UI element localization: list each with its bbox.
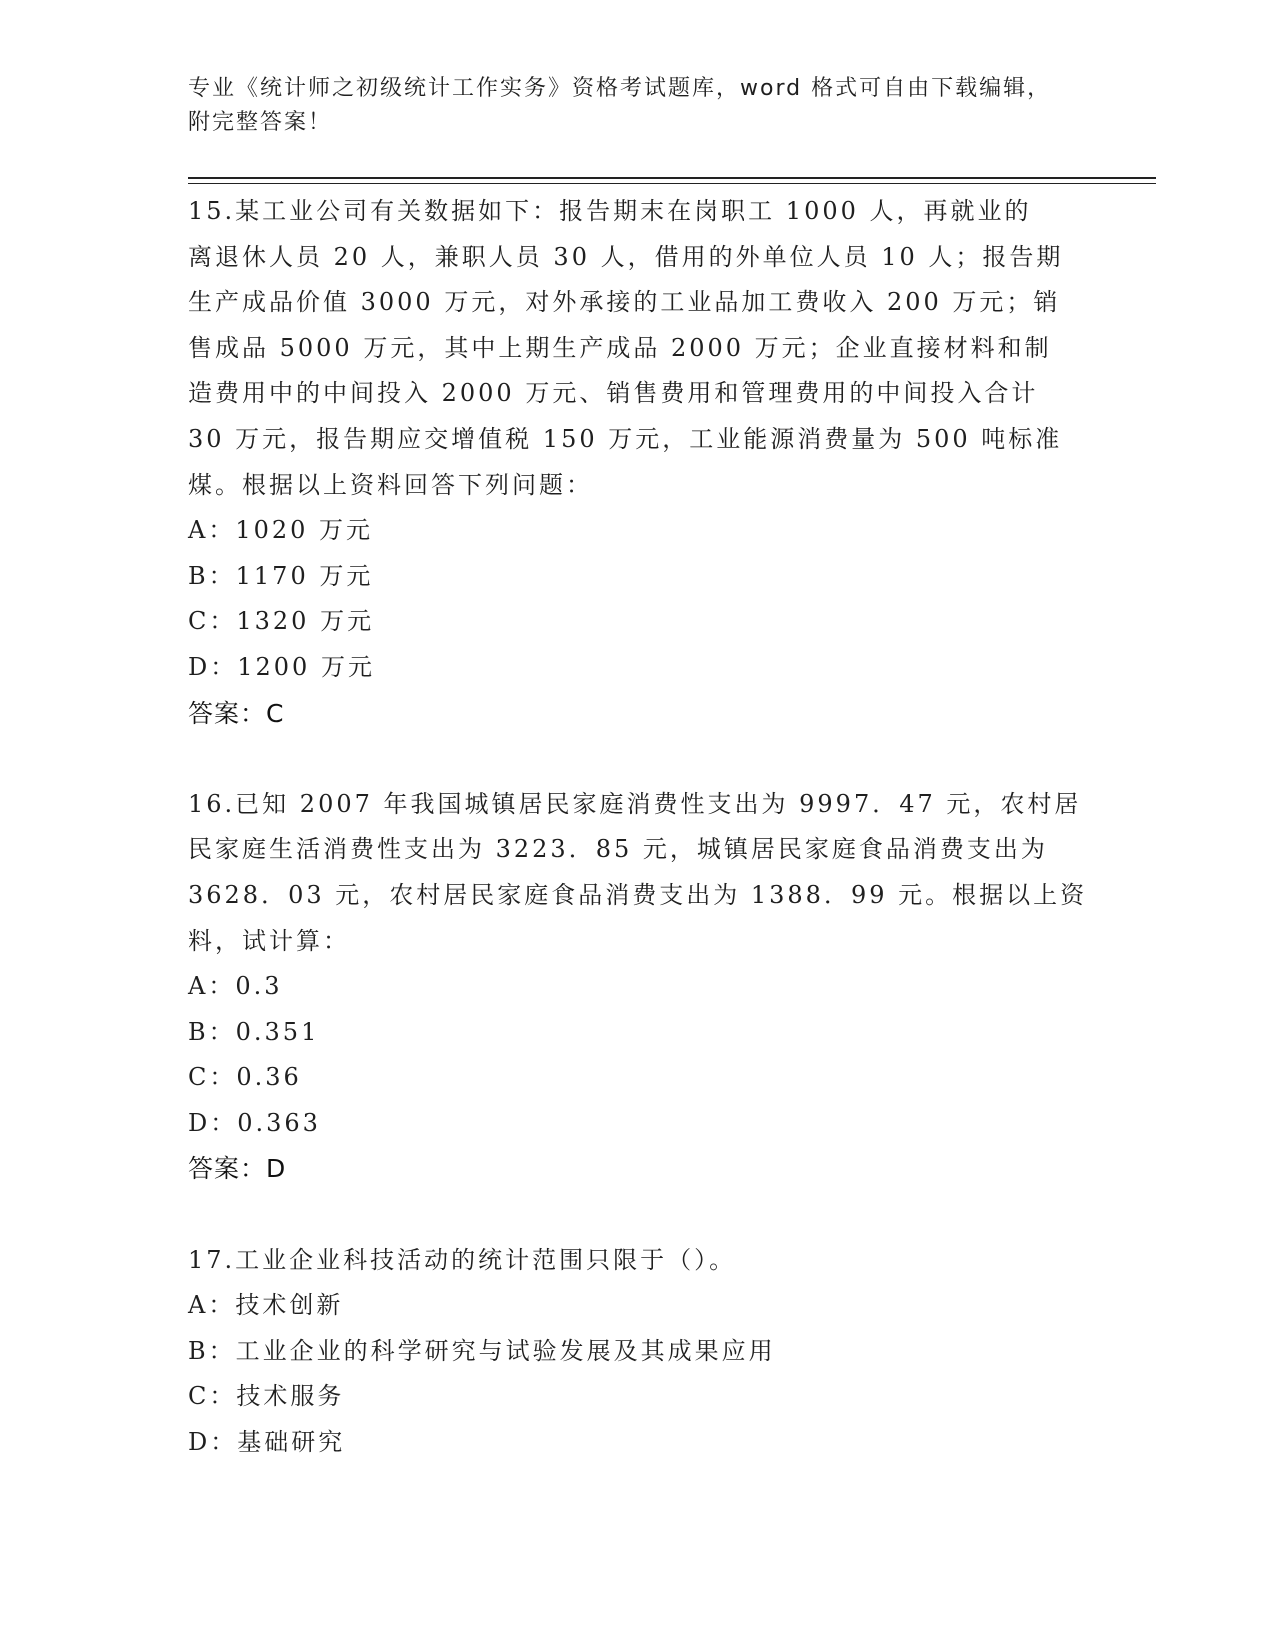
answer-label: 答案：D — [188, 1154, 287, 1184]
question-line: 生产成品价值 3000 万元，对外承接的工业品加工费收入 200 万元；销 — [188, 288, 1061, 317]
question-line: 造费用中的中间投入 2000 万元、销售费用和管理费用的中间投入合计 — [188, 379, 1039, 408]
option-d: D：1200 万元 — [188, 652, 375, 681]
option-d: D：0.363 — [188, 1108, 321, 1137]
question-line: 民家庭生活消费性支出为 3223．85 元，城镇居民家庭食品消费支出为 — [188, 835, 1048, 864]
question-line: 30 万元，报告期应交增值税 150 万元，工业能源消费量为 500 吨标准 — [188, 424, 1063, 453]
question-line: 离退休人员 20 人，兼职人员 30 人，借用的外单位人员 10 人；报告期 — [188, 242, 1064, 271]
option-c: C：0.36 — [188, 1063, 302, 1092]
question-text — [188, 782, 1088, 964]
option-d: D：基础研究 — [188, 1428, 346, 1457]
answer-label: 答案：C — [188, 698, 285, 728]
question-line: 17.工业企业科技活动的统计范围只限于（）。 — [188, 1245, 737, 1274]
option-b: B：工业企业的科学研究与试验发展及其成果应用 — [188, 1336, 776, 1365]
question-line: 3628．03 元，农村居民家庭食品消费支出为 1388．99 元。根据以上资 — [188, 880, 1088, 909]
question-spacer — [188, 1192, 1088, 1238]
question-line: 料，试计算： — [188, 926, 350, 955]
option-a: A：0.3 — [188, 972, 283, 1001]
question-list — [188, 189, 1088, 1466]
header-divider-thin — [188, 183, 1156, 184]
option-a: A：1020 万元 — [188, 516, 374, 545]
question-line: 售成品 5000 万元，其中上期生产成品 2000 万元；企业直接材料和制 — [188, 333, 1052, 362]
document-header — [188, 72, 1088, 140]
option-c: C：技术服务 — [188, 1382, 345, 1411]
question-16 — [188, 782, 1088, 1192]
option-c: C：1320 万元 — [188, 607, 375, 636]
question-line: 16.已知 2007 年我国城镇居民家庭消费性支出为 9997．47 元，农村居 — [188, 789, 1082, 818]
question-text — [188, 1238, 1088, 1284]
header-line-2: 附完整答案！ — [188, 110, 333, 135]
question-line: 15.某工业公司有关数据如下：报告期末在岗职工 1000 人，再就业的 — [188, 197, 1032, 225]
question-line: 煤。根据以上资料回答下列问题： — [188, 470, 593, 499]
question-text — [188, 189, 1088, 508]
option-b: B：1170 万元 — [188, 561, 374, 590]
option-b: B：0.351 — [188, 1017, 320, 1046]
question-15 — [188, 189, 1088, 736]
header-line-1: 专业《统计师之初级统计工作实务》资格考试题库，word 格式可自由下载编辑， — [188, 76, 1052, 101]
header-divider-thick — [188, 177, 1156, 179]
option-a: A：技术创新 — [188, 1291, 344, 1320]
question-spacer — [188, 736, 1088, 782]
question-17 — [188, 1238, 1088, 1466]
